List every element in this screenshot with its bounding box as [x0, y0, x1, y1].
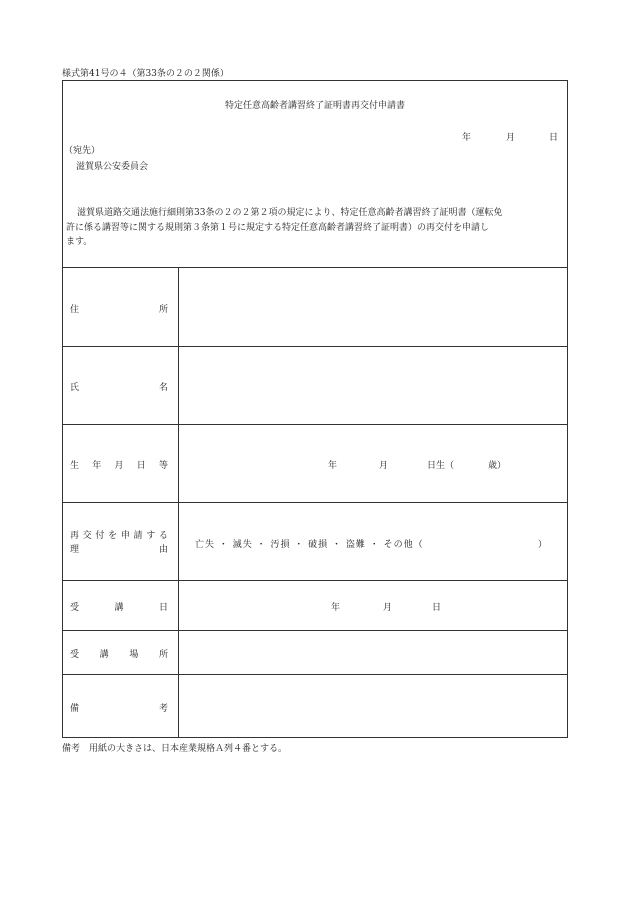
- birthdate-label: [70, 458, 168, 471]
- label-char: 日: [136, 461, 146, 471]
- label-char: 受: [70, 603, 80, 613]
- address-row: [62, 267, 568, 346]
- footnote: 備考 用紙の大きさは、日本産業規格Ａ列４番とする。: [62, 744, 288, 754]
- form-title: 特定任意高齢者講習終了証明書再交付申請書: [224, 101, 405, 111]
- column-divider: [178, 425, 179, 502]
- course-date-field[interactable]: [180, 583, 566, 628]
- reason-choices[interactable]: 亡失 ・ 滅失 ・ 汚損 ・ 破損 ・ 盗難 ・ その他（: [195, 540, 424, 550]
- birth-day-label: 日生（: [427, 461, 455, 471]
- label-char: 年: [92, 461, 102, 471]
- course-place-field[interactable]: [180, 633, 566, 672]
- label-char: 理: [70, 545, 80, 555]
- recipient-label: （宛先）: [64, 146, 101, 156]
- label-char: 氏: [70, 383, 80, 393]
- label-char: 講: [99, 650, 109, 660]
- reason-label-line1: [70, 528, 168, 541]
- label-char: を: [108, 531, 118, 541]
- reason-row: [62, 502, 568, 580]
- remarks-label: [70, 701, 168, 714]
- statement-line: ます。: [66, 237, 93, 247]
- course-place-label: [70, 647, 168, 660]
- birthdate-field[interactable]: [180, 427, 566, 500]
- remarks-field[interactable]: [180, 677, 566, 736]
- recipient: 滋賀県公安委員会: [76, 162, 149, 172]
- date-year-label: 年: [462, 133, 472, 143]
- form-reference: 様式第41号の４（第33条の２の２関係）: [62, 69, 229, 79]
- label-char: 名: [158, 383, 168, 393]
- label-char: 月: [114, 461, 124, 471]
- course-year-label: 年: [331, 603, 341, 613]
- course-place-row: [62, 630, 568, 674]
- address-label: [70, 302, 168, 315]
- remarks-row: [62, 674, 568, 738]
- label-char: 考: [158, 704, 168, 714]
- reason-other-close: ）: [538, 540, 548, 550]
- label-char: 付: [95, 531, 105, 541]
- name-label: [70, 380, 168, 393]
- course-date-row: [62, 580, 568, 630]
- name-row: [62, 346, 568, 424]
- course-date-label: [70, 600, 168, 613]
- statement-line: 滋賀県道路交通法施行細則第33条の２の２第２項の規定により、特定任意高齢者講習終了証明書（運転免: [77, 208, 503, 218]
- application-statement: [66, 206, 564, 250]
- reason-label-line2: [70, 542, 168, 555]
- label-char: 場: [129, 650, 139, 660]
- statement-line: 許に係る講習等に関する規則第３条第１号に規定する特定任意高齢者講習終了証明書）の再交付を申請し: [66, 222, 490, 233]
- column-divider: [178, 347, 179, 424]
- label-char: 所: [158, 305, 168, 315]
- label-char: 由: [158, 545, 168, 555]
- label-char: 申: [120, 531, 130, 541]
- reason-options[interactable]: [180, 505, 566, 578]
- course-day-label: 日: [432, 603, 442, 613]
- course-month-label: 月: [383, 603, 393, 613]
- column-divider: [178, 503, 179, 580]
- label-char: 日: [158, 603, 168, 613]
- date-month-label: 月: [506, 133, 516, 143]
- label-char: 住: [70, 305, 80, 315]
- label-char: 請: [133, 531, 143, 541]
- label-char: 備: [70, 704, 80, 714]
- label-char: る: [158, 531, 168, 541]
- label-char: 等: [158, 461, 168, 471]
- label-char: 生: [70, 461, 80, 471]
- birth-month-label: 月: [379, 461, 389, 471]
- address-field[interactable]: [180, 270, 566, 344]
- label-char: 交: [82, 531, 92, 541]
- column-divider: [178, 631, 179, 674]
- age-label: 歳）: [488, 461, 507, 471]
- date-day-label: 日: [549, 133, 559, 143]
- column-divider: [178, 581, 179, 630]
- label-char: す: [146, 531, 156, 541]
- name-field[interactable]: [180, 349, 566, 422]
- birth-year-label: 年: [328, 461, 338, 471]
- column-divider: [178, 268, 179, 346]
- label-char: 受: [70, 650, 80, 660]
- column-divider: [178, 675, 179, 738]
- label-char: 所: [158, 650, 168, 660]
- label-char: 再: [70, 531, 80, 541]
- birthdate-row: [62, 424, 568, 502]
- label-char: 講: [114, 603, 124, 613]
